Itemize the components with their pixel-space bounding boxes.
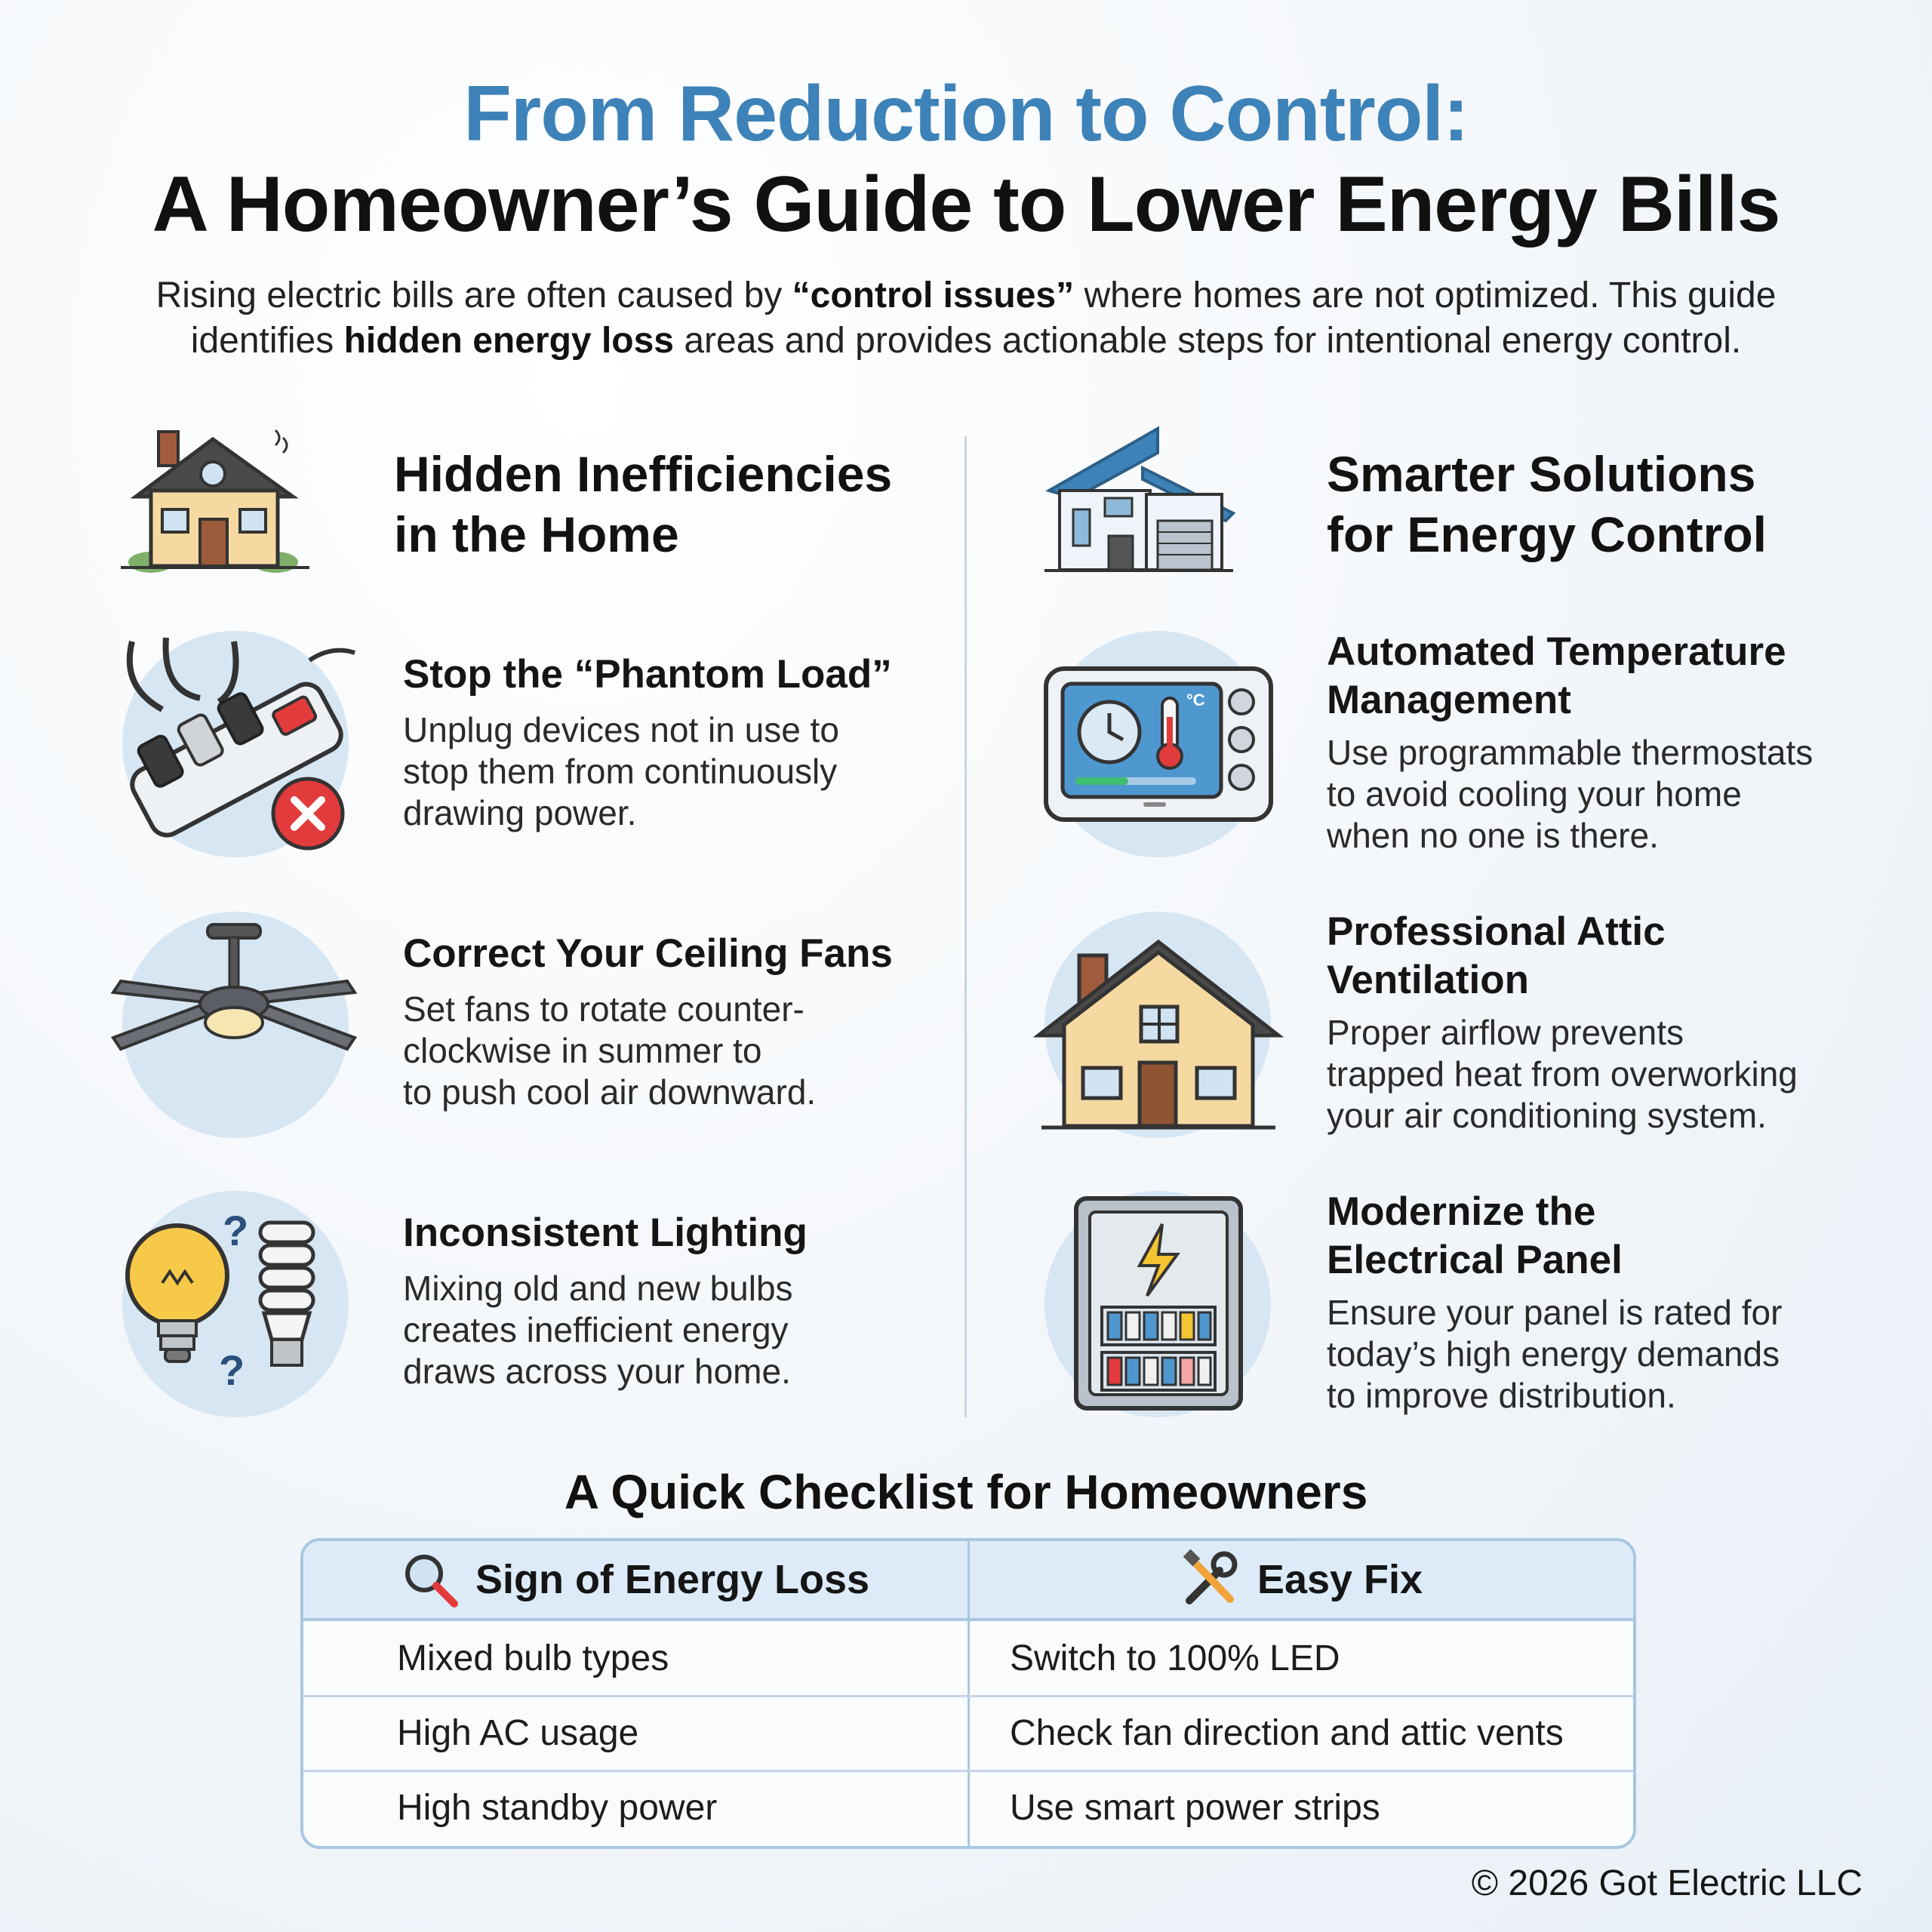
title-line: Ventilation — [1327, 958, 1529, 1002]
item-inconsistent-lighting — [403, 1209, 931, 1392]
left-column-heading — [394, 444, 892, 565]
intro-part: where homes are not optimized. This guide — [1074, 275, 1777, 315]
desc-line: today’s high energy demands — [1327, 1334, 1780, 1374]
table-row — [303, 1621, 1633, 1697]
item-temperature-management — [1327, 628, 1870, 857]
heading-line: Smarter Solutions — [1327, 446, 1756, 502]
heading-line: in the Home — [394, 506, 679, 562]
intro-emphasis: hidden energy loss — [343, 321, 674, 361]
table-cell: Switch to 100% LED — [1010, 1638, 1340, 1678]
electrical-panel-icon — [1072, 1194, 1245, 1413]
house-icon — [1034, 936, 1283, 1132]
item-title — [1327, 1188, 1870, 1284]
desc-line: creates inefficient energy — [403, 1310, 789, 1349]
intro-text — [113, 273, 1819, 364]
column-header — [303, 1541, 968, 1618]
table-cell: Check fan direction and attic vents — [1010, 1712, 1564, 1753]
item-title — [1327, 628, 1870, 724]
item-description — [403, 709, 931, 834]
desc-line: Unplug devices not in use to — [403, 710, 839, 749]
desc-line: stop them from continuously — [403, 752, 838, 791]
table-row — [303, 1696, 1633, 1772]
item-description — [1327, 732, 1870, 857]
title-line: Modernize the — [1327, 1189, 1596, 1234]
light-bulb-icon — [117, 1200, 343, 1411]
svg-text:?: ? — [219, 1346, 245, 1394]
item-title — [1327, 908, 1870, 1004]
item-title: Correct Your Ceiling Fans — [403, 931, 893, 976]
desc-line: when no one is there. — [1327, 816, 1659, 855]
title-line-1: From Reduction to Control: — [463, 70, 1469, 158]
desc-line: Proper airflow prevents — [1327, 1013, 1684, 1052]
intro-part: areas and provides actionable steps for intentional energy control. — [674, 321, 1742, 361]
desc-line: your air conditioning system. — [1327, 1096, 1767, 1135]
svg-text:?: ? — [223, 1207, 249, 1254]
right-column-heading — [1327, 444, 1767, 565]
title-line: Electrical Panel — [1327, 1238, 1623, 1282]
checklist-title: A Quick Checklist for Homeowners — [564, 1465, 1368, 1519]
desc-line: drawing power. — [403, 793, 637, 832]
desc-line: to push cool air downward. — [403, 1072, 817, 1112]
item-ceiling-fans — [403, 930, 931, 1113]
modern-house-icon — [1044, 423, 1233, 574]
column-header — [970, 1541, 1633, 1618]
desc-line: to improve distribution. — [1327, 1376, 1676, 1415]
item-description — [1327, 1012, 1870, 1137]
heading-line: Hidden Inefficiencies — [394, 446, 893, 502]
item-title: Inconsistent Lighting — [403, 1211, 808, 1255]
item-phantom-load — [403, 651, 931, 834]
item-description — [1327, 1292, 1870, 1417]
item-electrical-panel — [1327, 1188, 1870, 1417]
item-description — [403, 989, 931, 1113]
ceiling-fan-icon — [106, 921, 362, 1087]
desc-line: Use programmable thermostats — [1327, 733, 1814, 772]
desc-line: draws across your home. — [403, 1352, 791, 1391]
title-line-2: A Homeowner’s Guide to Lower Energy Bills — [152, 161, 1780, 248]
tools-icon — [1180, 1549, 1241, 1610]
title-line: Management — [1327, 678, 1571, 722]
magnifier-icon — [401, 1551, 459, 1608]
thermostat-unit-label: °C — [1186, 691, 1205, 709]
item-description — [403, 1268, 931, 1392]
checklist-table — [300, 1538, 1636, 1849]
item-title: Stop the “Phantom Load” — [403, 652, 892, 697]
table-cell: Mixed bulb types — [397, 1638, 669, 1678]
intro-part: Rising electric bills are often caused by — [155, 275, 792, 315]
power-strip-icon — [113, 634, 362, 860]
intro-emphasis: “control issues” — [792, 275, 1075, 315]
desc-line: Mixing old and new bulbs — [403, 1269, 793, 1308]
column-divider — [964, 436, 967, 1417]
copyright-text: © 2026 Got Electric LLC — [1471, 1863, 1863, 1903]
intro-part: identifies — [190, 321, 344, 361]
desc-line: Ensure your panel is rated for — [1327, 1293, 1783, 1332]
desc-line: trapped heat from overworking — [1327, 1054, 1798, 1094]
thermostat-icon — [1041, 664, 1275, 830]
table-cell: High AC usage — [397, 1712, 639, 1753]
desc-line: to avoid cooling your home — [1327, 774, 1742, 814]
column-header-label: Easy Fix — [1257, 1557, 1423, 1602]
desc-line: clockwise in summer to — [403, 1031, 762, 1070]
table-cell: Use smart power strips — [1010, 1787, 1380, 1828]
column-header-label: Sign of Energy Loss — [475, 1557, 870, 1602]
title-line: Automated Temperature — [1327, 629, 1786, 674]
heading-line: for Energy Control — [1327, 506, 1767, 562]
house-icon — [121, 423, 309, 574]
table-row — [303, 1770, 1633, 1844]
table-cell: High standby power — [397, 1787, 718, 1828]
item-attic-ventilation — [1327, 908, 1870, 1137]
title-line: Professional Attic — [1327, 909, 1666, 954]
desc-line: Set fans to rotate counter- — [403, 989, 804, 1029]
